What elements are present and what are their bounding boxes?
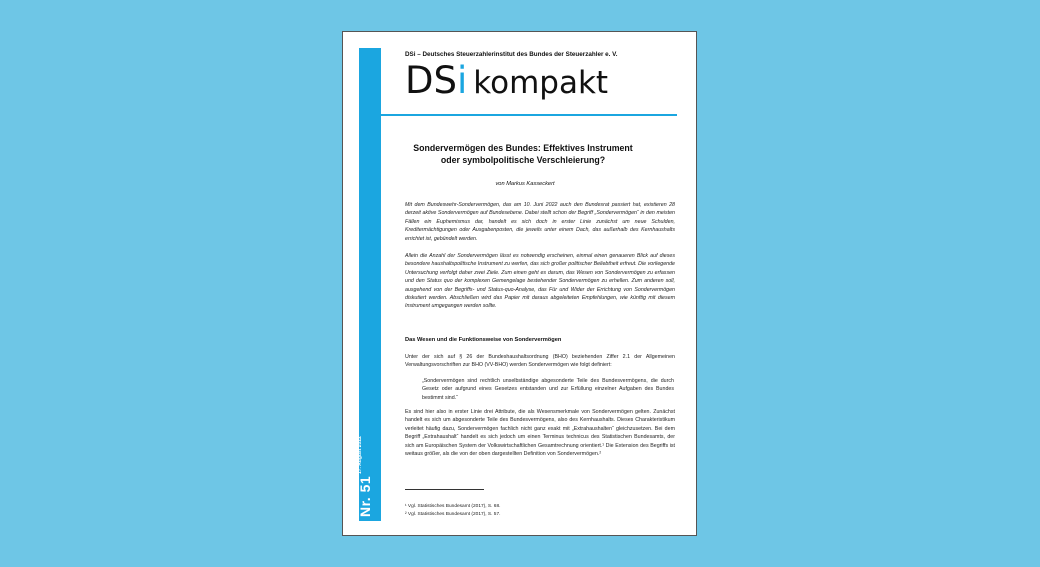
footnote-1: ¹ Vgl. Statistisches Bundesamt (2017), S. 68.	[405, 504, 501, 509]
author-line: von Markus Kasseckert	[495, 181, 555, 187]
body-paragraph-1: Unter der sich auf § 26 der Bundeshaushaltsordnung (BHO) beziehenden Ziffer 2.1 der Allgemeinen Verwaltungsvorschriften zur BHO (VV-BHO) werden Sondervermögen wie folgt definiert:	[405, 354, 675, 369]
definition-quote: „Sondervermögen sind rechtlich unselbständige abgesonderte Teile des Bundesvermögens, die durch Gesetz oder aufgrund eines Gesetzes entstanden und zur Erfüllung einzelner Aufgaben des Bundes bestimmt sind.“	[422, 378, 674, 401]
abstract-paragraph-2: Allein die Anzahl der Sondervermögen lässt es notwendig erscheinen, einmal einen genaueren Blick auf dieses besondere haushaltspolitische Instrument zu werfen, das sich großer politischer Beliebtheit erfreut. Die vorliegende Untersuchung verfolgt daher zwei Ziele. Zum einen geht es darum, das Wesen von Sondervermögen zu erfassen und den Status quo der komplexen Gemengelage bestehender Sondervermögen zu erhellen. Zum anderen soll, ausgehend von der Begriffs- und Status-quo-Analyse, das Für und Wider der Errichtung von Sondervermögen diskutiert werden. Abschließen wird das Papier mit daraus abgeleiteten Empfehlungen, wie künftig mit diesem Instrument umgegangen werden sollte.	[405, 253, 675, 310]
logo-kompakt: kompakt	[473, 65, 609, 101]
logo-i: i	[456, 59, 468, 102]
logo-ds: DS	[405, 59, 457, 102]
dsi-kompakt-logo	[405, 59, 609, 102]
body-paragraph-2: Es sind hier also in erster Linie drei Attribute, die als Wesensmerkmale von Sondervermögen gelten. Zunächst handelt es sich um abgesonderte Teile des Bundesvermögens, also des Kernhaushalts. Dieses Charakteristikum verleitet häufig dazu, Sondervermögen fachlich nicht ganz exakt mit „Extrahaushalten“ gleichzusetzen. Bei dem Begriff „Extrahaushalt“ handelt es sich jedoch um einen Terminus technicus des Statistischen Bundesamts, der sich am Europäischen System der Volkswirtschaftlichen Gesamtrechnung orientiert.¹ Die Extension des Begriffs ist weitaus größer, als die von der oben dargestellten Definition von Sondervermögen.²	[405, 409, 675, 458]
section-heading: Das Wesen und die Funktionsweise von Sondervermögen	[405, 337, 562, 343]
institute-name: DSi – Deutsches Steuerzahlerinstitut des Bundes der Steuerzahler e. V.	[405, 51, 618, 58]
footnote-divider	[405, 489, 484, 490]
document-page	[342, 31, 697, 536]
issue-date: 17. August 2022	[357, 435, 363, 474]
issue-sidebar	[359, 48, 381, 521]
abstract-paragraph-1: Mit dem Bundeswehr-Sondervermögen, das am 10. Juni 2022 auch den Bundesrat passiert hat, existieren 28 derzeit aktive Sondervermögen auf Bundesebene. Dabei stellt schon der Begriff „Sondervermögen“ in den meisten Fällen ein Euphemismus dar, handelt es sich doch in erster Linie zunächst um neue Schulden, Kreditermächtigungen oder Ausgabenposten, die jeweils unter einem Dach, das außerhalb des Kernhaushalts errichtet ist, gebündelt werden.	[405, 202, 675, 242]
footnote-2: ² Vgl. Statistisches Bundesamt (2017), S. 57.	[405, 512, 501, 517]
header-rule	[381, 114, 677, 116]
issue-label	[357, 407, 383, 517]
document-title: Sondervermögen des Bundes: Effektives Instrument oder symbolpolitische Verschleierung?	[413, 143, 633, 165]
issue-number: Nr. 51	[357, 475, 373, 517]
